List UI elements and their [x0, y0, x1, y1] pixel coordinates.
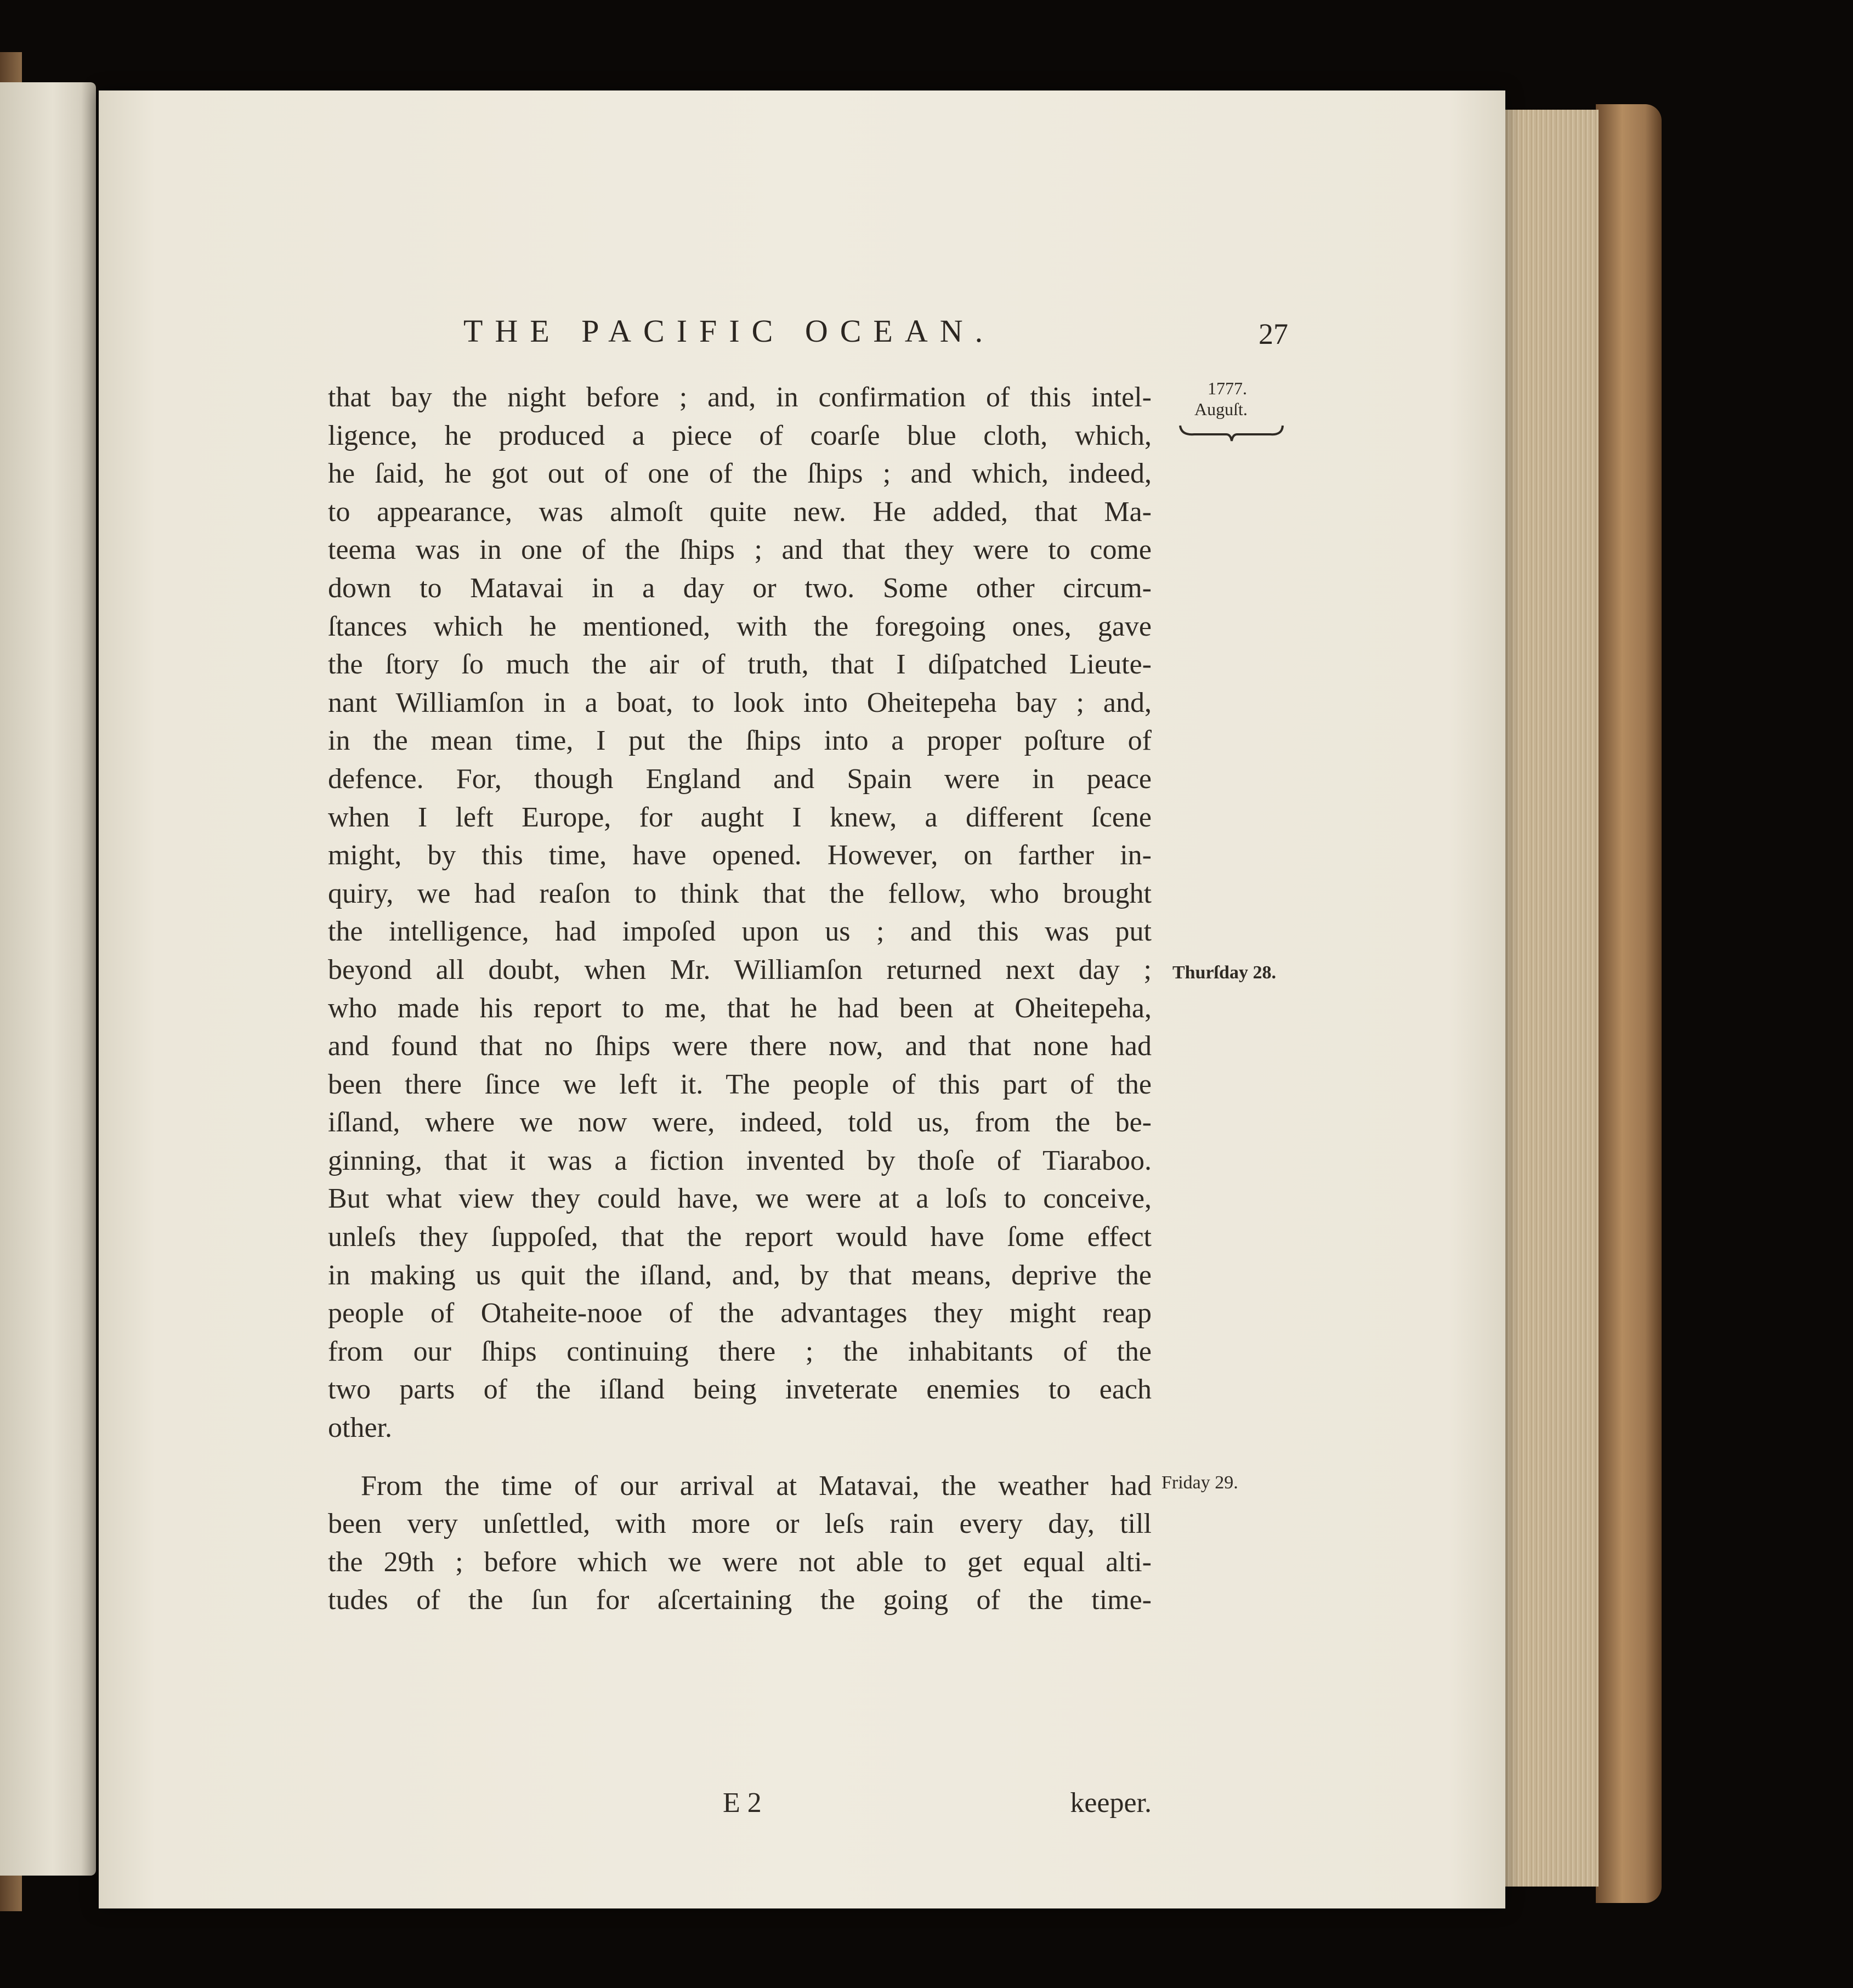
text-line: the 29th ; before which we were not able to get equal alti-	[328, 1546, 1152, 1578]
text-line: defence. For, though England and Spain were in peace	[328, 763, 1152, 795]
text-line: in making us quit the iſland, and, by that means, deprive the	[328, 1259, 1152, 1291]
text-line: quiry, we had reaſon to think that the fellow, who brought	[328, 877, 1152, 909]
text-line: been there ſince we left it. The people of this part of the	[328, 1068, 1152, 1100]
paragraph-1	[328, 378, 1152, 1447]
margin-month: Auguſt.	[1194, 399, 1248, 419]
text-line: teema was in one of the ſhips ; and that they were to come	[328, 534, 1152, 566]
signature-mark: E 2	[723, 1787, 762, 1819]
text-line: people of Otaheite-nooe of the advantages they might reap	[328, 1298, 1152, 1329]
text-line: But what view they could have, we were at a loſs to conceive,	[328, 1183, 1152, 1215]
text-line: when I left Europe, for aught I knew, a different ſcene	[328, 801, 1152, 833]
margin-brace	[1178, 422, 1285, 444]
text-line: who made his report to me, that he had been at Oheitepeha,	[328, 992, 1152, 1024]
text-line: in the mean time, I put the ſhips into a proper poſture of	[328, 725, 1152, 757]
text-line: two parts of the iſland being inveterate enemies to each	[328, 1374, 1152, 1406]
body-text	[328, 378, 1152, 1619]
text-line: ligence, he produced a piece of coarſe blue cloth, which,	[328, 420, 1152, 451]
book-cover	[1596, 104, 1662, 1903]
text-line: down to Matavai in a day or two. Some other circum-	[328, 572, 1152, 604]
text-line: nant Williamſon in a boat, to look into Oheitepeha bay ; and,	[328, 687, 1152, 718]
catchword: keeper.	[1070, 1787, 1152, 1819]
text-line: might, by this time, have opened. However, on farther in-	[328, 840, 1152, 871]
text-line: ginning, that it was a fiction invented by thoſe of Tiaraboo.	[328, 1145, 1152, 1176]
text-line: other.	[328, 1412, 392, 1444]
text-line: beyond all doubt, when Mr. Williamſon returned next day ;	[328, 954, 1152, 985]
paragraph-gap	[328, 1447, 1152, 1467]
margin-date-friday: Friday 29.	[1161, 1472, 1238, 1493]
text-line: from our ſhips continuing there ; the inhabitants of the	[328, 1335, 1152, 1367]
text-line: been very unſettled, with more or leſs rain every day, till	[328, 1508, 1152, 1540]
text-line: he ſaid, he got out of one of the ſhips ; and which, indeed,	[328, 458, 1152, 490]
text-line: to appearance, was almoſt quite new. He added, that Ma-	[328, 496, 1152, 528]
text-line: that bay the night before ; and, in confirmation of this intel-	[328, 382, 1152, 413]
text-line: ſtances which he mentioned, with the foregoing ones, gave	[328, 610, 1152, 642]
text-line: the ſtory ſo much the air of truth, that I diſpatched Lieute-	[328, 649, 1152, 681]
page-footer	[328, 1787, 1152, 1825]
text-line: iſland, where we now were, indeed, told us, from the be-	[328, 1107, 1152, 1139]
page-edges	[1505, 110, 1599, 1887]
page-number: 27	[1259, 318, 1288, 350]
left-page	[0, 82, 96, 1876]
running-head: THE PACIFIC OCEAN.	[463, 313, 995, 349]
text-line: tudes of the ſun for aſcertaining the going of the time-	[328, 1584, 1152, 1616]
margin-year: 1777.	[1208, 378, 1247, 398]
text-line: and found that no ſhips were there now, and that none had	[328, 1030, 1152, 1062]
text-line: the intelligence, had impoſed upon us ; and this was put	[328, 916, 1152, 948]
text-line: unleſs they ſuppoſed, that the report would have ſome effect	[328, 1221, 1152, 1253]
paragraph-2	[328, 1467, 1152, 1619]
text-line: From the time of our arrival at Matavai, the weather had	[361, 1470, 1152, 1502]
margin-date-thursday: Thurſday 28.	[1172, 962, 1276, 983]
